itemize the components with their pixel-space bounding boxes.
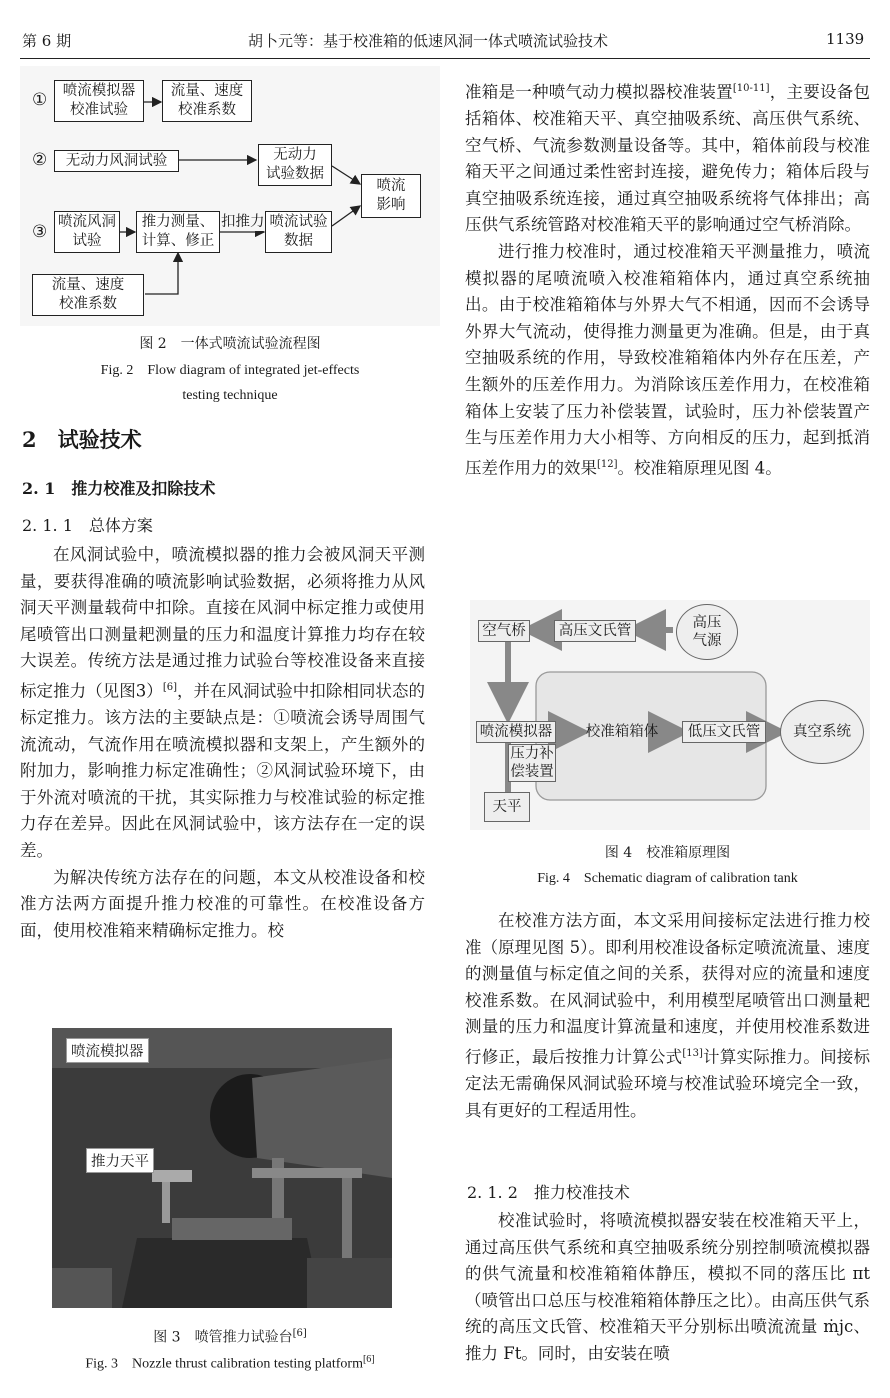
right-body-text-top — [465, 76, 870, 482]
box-unpowered-wind-tunnel-test: 无动力风洞试验 — [54, 150, 179, 172]
fig3-caption-en — [20, 1348, 440, 1377]
box-jet-wind-tunnel-test: 喷流风洞 试验 — [54, 211, 120, 253]
ref-6-link[interactable]: [6] — [162, 681, 177, 693]
right-p2-rest: 。校准箱原理见图 4。 — [617, 458, 782, 478]
fig4-hp-venturi: 高压文氏管 — [554, 620, 636, 642]
right-paragraph-1 — [465, 76, 870, 239]
ref-10-11-link[interactable]: [10-11] — [732, 83, 770, 94]
fig3-photo — [52, 1028, 392, 1308]
left-paragraph-2: 为解决传统方法存在的问题，本文从校准设备和校准方法两方面提升推力校准的可靠性。在校准设备方面，使用校准箱来精确标定推力。校 — [20, 867, 425, 940]
figure-4 — [470, 600, 870, 830]
fig3-label-jet-simulator: 喷流模拟器 — [66, 1038, 149, 1063]
running-title: 胡卜元等：基于校准箱的低速风洞一体式喷流试验技术 — [248, 32, 609, 50]
fig4-air-bridge: 空气桥 — [478, 620, 530, 642]
ref-12-link[interactable]: [12] — [597, 458, 618, 470]
journal-issue: 第 6 期 — [22, 32, 72, 50]
fig4-vacuum-system: 真空系统 — [780, 700, 864, 764]
section-2-1-2-heading: 2. 1. 2 推力校准技术 — [467, 1183, 630, 1202]
fig2-caption-en-1: Fig. 2 Flow diagram of integrated jet-effects — [100, 363, 360, 378]
fig3-caption-cn-text: 图 3 喷管推力试验台 — [153, 1329, 293, 1346]
fig4-balance: 天平 — [484, 792, 530, 822]
right-paragraph-2 — [465, 239, 870, 482]
fig3-caption-cn — [20, 1322, 440, 1350]
header-rule — [20, 58, 870, 59]
box-flow-velocity-coefficient-bottom: 流量、速度 校准系数 — [32, 274, 144, 316]
left-body-text — [20, 542, 425, 944]
right-body-text-bottom — [465, 908, 870, 1124]
fig2-caption-cn: 图 2 一体式喷流试验流程图 — [139, 336, 321, 352]
step-1-number: ① — [32, 90, 48, 110]
section-2-heading: 2 试验技术 — [22, 427, 142, 452]
label-deduct-thrust: 扣推力 — [221, 210, 265, 231]
right-p3-text: 在校准方法方面，本文采用间接标定法进行推力校准（原理见图 5）。即利用校准设备标定喷流流量、速度的测量值与标定值之间的关系，获得对应的流量和速度校准系数。在风洞试验中，利用模型尾喷管出口测量耙测量的压力和温度计算流量和速度，并使用校准系数进行修正，最后按推力计算公式 — [465, 911, 870, 1067]
right-p1-text: 准箱是一种喷气动力模拟器校准装置 — [465, 82, 733, 102]
left-paragraph-1 — [20, 542, 425, 865]
step-3-number: ③ — [32, 222, 48, 242]
fig2-caption-en-2: testing technique — [182, 388, 278, 403]
box-jet-effect: 喷流 影响 — [361, 174, 421, 218]
right-paragraph-3 — [465, 908, 870, 1124]
fig4-jet-simulator: 喷流模拟器 — [476, 721, 556, 743]
fig4-hp-source: 高压 气源 — [676, 604, 738, 660]
fig3-caption-en-ref[interactable]: [6] — [362, 1354, 375, 1365]
fig4-pressure-compensation: 压力补 偿装置 — [508, 744, 556, 782]
right-paragraph-4: 校准试验时，将喷流模拟器安装在校准箱天平上，通过高压供气系统和真空抽吸系统分别控制喷流模拟器的供气流量和校准箱箱体静压，模拟不同的落压比 πt（喷管出口总压与校准箱箱体静压之比）。由高压供气系统的高压文氏管、校准箱天平分别标出喷流流量 ṁjc、推力 Ft。同时，由安装在喷 — [465, 1211, 870, 1363]
box-flow-velocity-coefficient-top: 流量、速度 校准系数 — [162, 80, 252, 122]
right-p1-rest: ，主要设备包括箱体、校准箱天平、真空抽吸系统、高压供气系统、空气桥、气流参数测量设备等。其中，箱体前段与校准箱天平之间通过柔性密封连接，避免传力；箱体后段与真空抽吸系统连接，通过真空抽吸系统将气体排出；高压供气系统管路对校准箱天平的影响通过空气桥消除。 — [465, 82, 871, 235]
left-p1-rest: ，并在风洞试验中扣除相同状态的标定推力。该方法的主要缺点是：①喷流会诱导周围气流流动，气流作用在喷流模拟器和支架上，产生额外的附加力，影响推力标定准确性；②风洞试验环境下，由于外流对喷流的干扰，其实际推力与校准试验的标定推力存在差异。因此在风洞试验中，该方法存在一定的误差。 — [20, 681, 426, 861]
right-body-text-final — [465, 1208, 870, 1368]
left-p1-text: 在风洞试验中，喷流模拟器的推力会被风洞天平测量，要获得准确的喷流影响试验数据，必须将推力从风洞天平测量载荷中扣除。直接在风洞中标定推力或使用尾喷管出口测量耙测量的压力和温度计算推力均存在较大误差。传统方法是通过推力试验台等校准设备来直接标定推力（见图3） — [20, 545, 425, 701]
box-thrust-measure-correct: 推力测量、 计算、修正 — [136, 211, 220, 253]
step-2-number: ② — [32, 150, 48, 170]
box-unpowered-test-data: 无动力 试验数据 — [258, 144, 332, 186]
fig4-tank-body: 校准箱箱体 — [585, 724, 659, 740]
right-p3-rest: 计算实际推力。间接标定法无需确保风洞试验环境与校准试验环境完全一致，具有更好的工程适用性。 — [465, 1047, 871, 1120]
figure-2 — [20, 66, 440, 326]
page-number: 1139 — [826, 30, 865, 48]
section-2-1-heading: 2. 1 推力校准及扣除技术 — [22, 479, 216, 498]
fig4-lp-venturi: 低压文氏管 — [682, 721, 766, 743]
right-p2-text: 进行推力校准时，通过校准箱天平测量推力，喷流模拟器的尾喷流喷入校准箱箱体内，通过真空系统抽出。由于校准箱箱体与外界大气不相通，因而不会诱导外界大气流动，使得推力测量更为准确。但是，由于真空抽吸系统的作用，导致校准箱箱体内外存在压差，产生额外的压差作用力。为消除该压差作用力，在校准箱箱体上安装了压力补偿装置，试验时，压力补偿装置产生与压差作用力大小相等、方向相反的压力，起到抵消压差作用力的效果 — [465, 242, 870, 478]
box-jet-simulator-calibration: 喷流模拟器 校准试验 — [54, 80, 144, 122]
fig3-label-thrust-balance: 推力天平 — [86, 1148, 154, 1173]
fig3-caption-cn-ref[interactable]: [6] — [292, 1328, 307, 1339]
section-2-1-1-heading: 2. 1. 1 总体方案 — [22, 516, 153, 535]
ref-13-link[interactable]: [13] — [682, 1047, 703, 1059]
box-jet-test-data: 喷流试验 数据 — [265, 211, 332, 253]
fig4-caption-en: Fig. 4 Schematic diagram of calibration tank — [537, 871, 798, 886]
fig4-caption-cn: 图 4 校准箱原理图 — [604, 845, 731, 861]
fig3-caption-en-text: Fig. 3 Nozzle thrust calibration testing platform — [85, 1356, 363, 1372]
